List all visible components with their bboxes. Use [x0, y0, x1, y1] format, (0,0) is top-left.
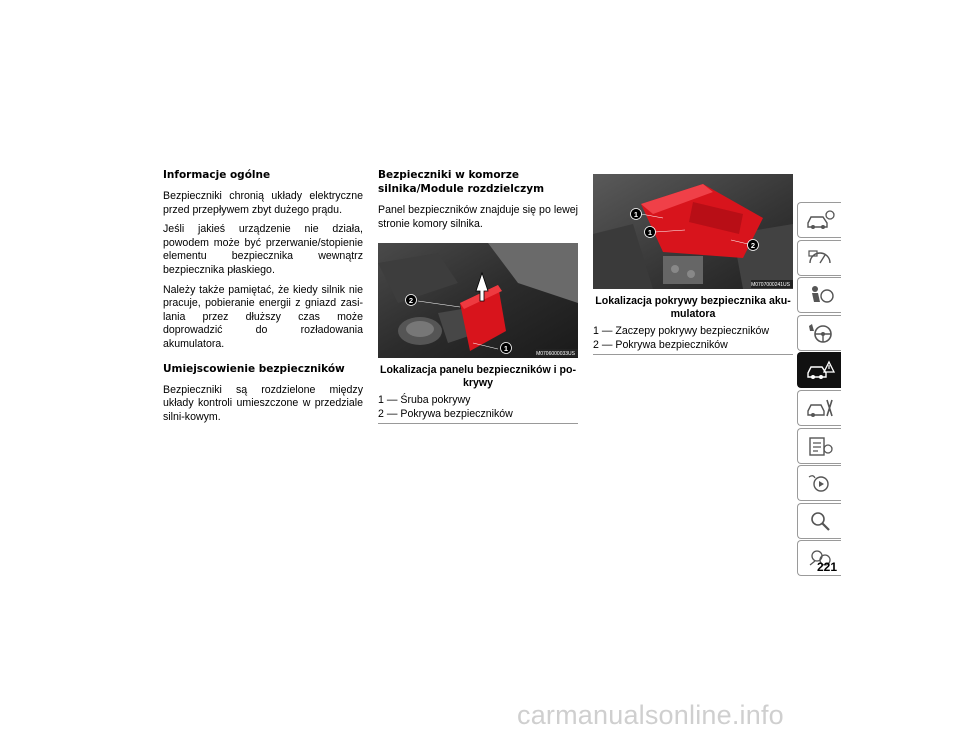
legend-battery — [593, 325, 793, 355]
tab-safety[interactable] — [797, 277, 841, 313]
image-reference-code: M0706000033US — [536, 351, 575, 358]
emergency-warning-icon — [805, 359, 835, 381]
engine-fuse-panel-illustration — [378, 243, 578, 358]
legend-panel — [378, 394, 578, 424]
image-reference-code: M0707000241US — [751, 282, 790, 288]
paragraph-fuse-broken: Jeśli jakieś urządzenie nie działa, powodem może być przerwanie/stopienie elementu bezpiecznika wewnątrz bezpiecznika płaskiego. — [163, 223, 363, 276]
legend-item: 1 — Śruba pokrywy — [378, 394, 471, 407]
watermark: carmanualsonline.info — [517, 700, 784, 730]
battery-fuse-cover-photo — [593, 174, 793, 289]
multimedia-icon — [805, 472, 835, 494]
caption-panel-location: Lokalizacja panelu bezpieczników i po-krywy — [379, 364, 577, 390]
engine-fuse-panel-photo — [378, 243, 578, 358]
battery-fuse-illustration — [593, 174, 793, 289]
legend-item: 2 — Pokrywa bezpieczników — [593, 338, 728, 351]
chapter-tabs — [797, 202, 841, 578]
callout-1-label: 1 — [503, 344, 509, 354]
heading-general-info: Informacje ogólne — [163, 169, 271, 181]
tab-car-info[interactable] — [797, 202, 841, 238]
tab-specifications[interactable] — [797, 428, 841, 464]
tab-dashboard[interactable] — [797, 240, 841, 276]
page-number: 221 — [816, 560, 837, 574]
legend-item: 1 — Zaczepy pokrywy bezpieczników — [593, 325, 770, 337]
tab-driving[interactable] — [797, 315, 841, 351]
dashboard-signal-icon — [805, 247, 835, 269]
service-tools-icon — [805, 397, 835, 419]
caption-battery-fuse: Lokalizacja pokrywy bezpiecznika aku-mulatora — [595, 295, 791, 320]
heading-fuse-locations: Umiejscowienie bezpieczników — [163, 362, 345, 375]
callout-1b-label: 1 — [647, 228, 653, 237]
paragraph-fuse-distribution: Bezpieczniki są rozdzielone między układy kontroli umieszczone w przedziale silni-kowym. — [163, 383, 363, 423]
column-engine-fuses — [378, 168, 578, 424]
legend-item: 2 — Pokrywa bezpieczników — [378, 407, 513, 420]
tab-index[interactable] — [797, 503, 841, 539]
tab-service[interactable] — [797, 390, 841, 426]
tab-emergency[interactable] — [797, 352, 841, 388]
search-index-icon — [805, 510, 835, 532]
car-info-icon — [805, 209, 835, 231]
specifications-icon — [805, 435, 835, 457]
column-battery-fuse — [593, 174, 793, 355]
callout-2-label: 2 — [750, 241, 756, 250]
safety-airbag-icon — [805, 284, 835, 306]
paragraph-battery-drain: Należy także pamiętać, że kiedy silnik nie pracuje, pobieranie energii z gniazd zasi-lania przez dłuższy czas może doprowadzić do rozładowania akumulatora. — [163, 283, 363, 350]
heading-engine-compartment: Bezpieczniki w komorze silnika/Module rozdzielczym — [378, 169, 545, 195]
tab-multimedia[interactable] — [797, 465, 841, 501]
column-general-info — [163, 168, 363, 430]
paragraph-fuses-protect: Bezpieczniki chronią układy elektryczne przed przepływem zbyt dużego prądu. — [163, 190, 363, 216]
callout-1a-label: 1 — [633, 210, 639, 219]
paragraph-panel-location: Panel bezpieczników znajduje się po lewej stronie komory silnika. — [378, 204, 578, 230]
callout-2-label: 2 — [408, 296, 414, 306]
steering-wheel-icon — [805, 322, 835, 344]
